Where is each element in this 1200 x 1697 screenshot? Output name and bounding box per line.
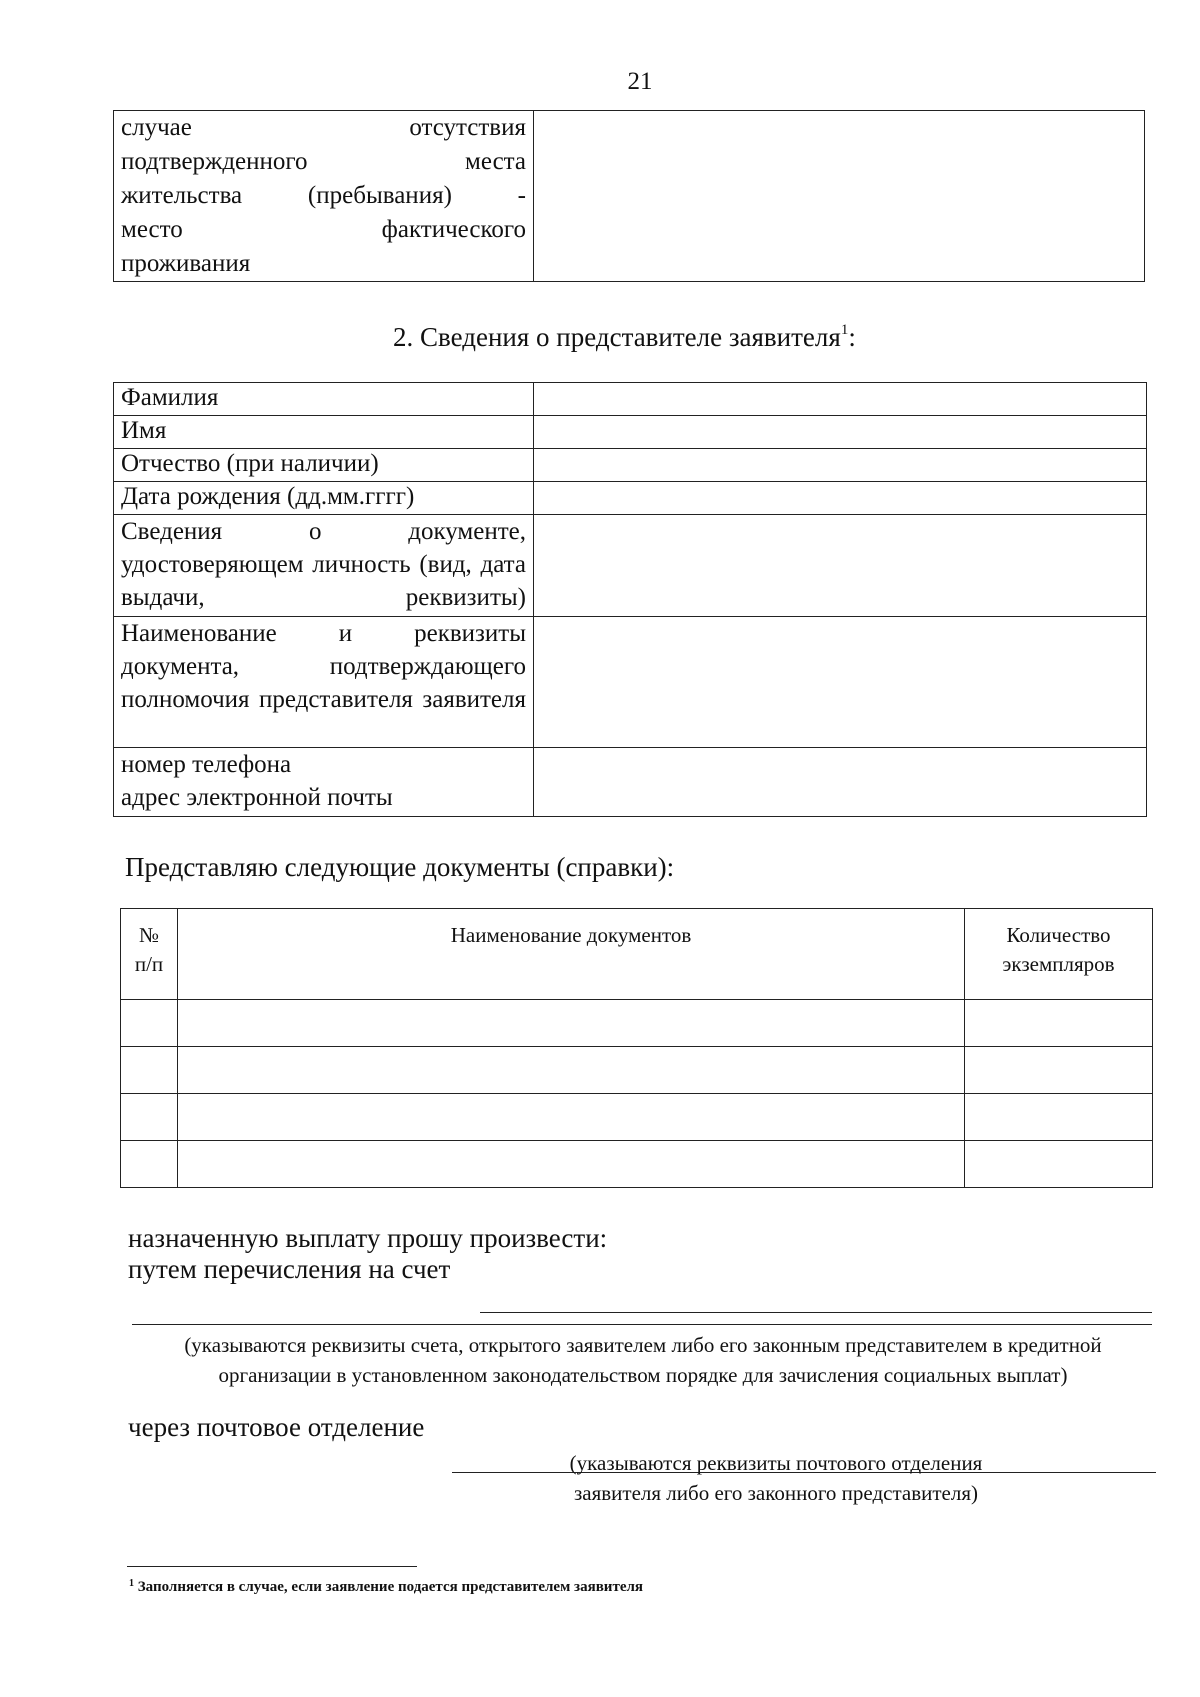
quantity-cell[interactable] [965, 1000, 1153, 1047]
quantity-cell[interactable] [965, 1047, 1153, 1094]
header-number: № п/п [121, 909, 178, 1000]
representative-table [113, 382, 1147, 817]
residence-label-line: проживания [121, 250, 251, 277]
footnote-text: Заполняется в случае, если заявление подается представителем заявителя [137, 1579, 644, 1595]
table-row [121, 1141, 1153, 1188]
patronymic-field[interactable] [534, 449, 1147, 482]
footnote-mark: 1 [129, 1578, 134, 1589]
post-office-note [516, 1448, 1036, 1508]
account-field-continuation[interactable] [132, 1324, 1152, 1325]
table-row [121, 1094, 1153, 1141]
document-name-cell[interactable] [178, 1000, 965, 1047]
table-row [114, 515, 1147, 617]
residence-label-line: случае отсутствия [121, 114, 526, 141]
quantity-cell[interactable] [965, 1094, 1153, 1141]
table-row [114, 416, 1147, 449]
header-document-name: Наименование документов [178, 909, 965, 1000]
quantity-cell[interactable] [965, 1141, 1153, 1188]
payment-heading: назначенную выплату прошу произвести: [128, 1223, 608, 1253]
account-label: путем перечисления на счет [128, 1254, 451, 1284]
section-title-suffix: : [848, 322, 856, 352]
id-document-field[interactable] [534, 515, 1147, 617]
residence-label-line: жительства (пребывания) - [121, 182, 526, 209]
residence-label [114, 111, 534, 282]
authority-document-field[interactable] [534, 617, 1147, 748]
page-number: 21 [627, 68, 653, 95]
first-name-field[interactable] [534, 416, 1147, 449]
residence-table [113, 110, 1145, 282]
table-row [121, 1000, 1153, 1047]
post-office-note-line: заявителя либо его законного представителя) [573, 1481, 979, 1505]
post-office-note-line: (указываются реквизиты почтового отделения [569, 1451, 983, 1475]
phone-label: номер телефона [121, 751, 292, 778]
birth-date-label: Дата рождения (дд.мм.гггг) [114, 482, 534, 515]
table-header-row [121, 909, 1153, 1000]
section-title-text: 2. Сведения о представителе заявителя [393, 322, 841, 352]
birth-date-field[interactable] [534, 482, 1147, 515]
table-row [121, 1047, 1153, 1094]
number-cell[interactable] [121, 1000, 178, 1047]
document-name-cell[interactable] [178, 1141, 965, 1188]
surname-field[interactable] [534, 383, 1147, 416]
table-row [114, 482, 1147, 515]
number-cell[interactable] [121, 1094, 178, 1141]
account-note: (указываются реквизиты счета, открытого заявителем либо его законным представителем в кредитной организации в установленном законодательством порядке для зачисления социальных выплат) [184, 1333, 1102, 1387]
footnote-divider [127, 1566, 417, 1567]
documents-table [120, 908, 1153, 1188]
contacts-label [114, 748, 534, 817]
post-office-label: через почтовое отделение [128, 1412, 425, 1442]
residence-label-line: подтвержденного места [121, 148, 526, 175]
number-cell[interactable] [121, 1141, 178, 1188]
email-label: адрес электронной почты [121, 784, 393, 811]
authority-document-label: Наименование и реквизиты документа, подтверждающего полномочия представителя заявителя [114, 617, 534, 748]
table-row [114, 383, 1147, 416]
table-row [114, 748, 1147, 817]
first-name-label: Имя [114, 416, 534, 449]
footnote [129, 1578, 643, 1596]
section-title [393, 322, 856, 353]
id-document-label: Сведения о документе, удостоверяющем личность (вид, дата выдачи, реквизиты) [114, 515, 534, 617]
document-name-cell[interactable] [178, 1094, 965, 1141]
header-quantity: Количество экземпляров [965, 909, 1153, 1000]
documents-title: Представляю следующие документы (справки): [125, 852, 675, 882]
footnote-ref: 1 [840, 322, 849, 338]
residence-label-line: место фактического [121, 216, 526, 243]
surname-label: Фамилия [114, 383, 534, 416]
residence-row [114, 111, 1145, 282]
residence-value-field[interactable] [534, 111, 1145, 282]
table-row [114, 449, 1147, 482]
contacts-field[interactable] [534, 748, 1147, 817]
table-row [114, 617, 1147, 748]
document-name-cell[interactable] [178, 1047, 965, 1094]
number-cell[interactable] [121, 1047, 178, 1094]
account-field[interactable] [480, 1284, 1152, 1313]
patronymic-label: Отчество (при наличии) [114, 449, 534, 482]
